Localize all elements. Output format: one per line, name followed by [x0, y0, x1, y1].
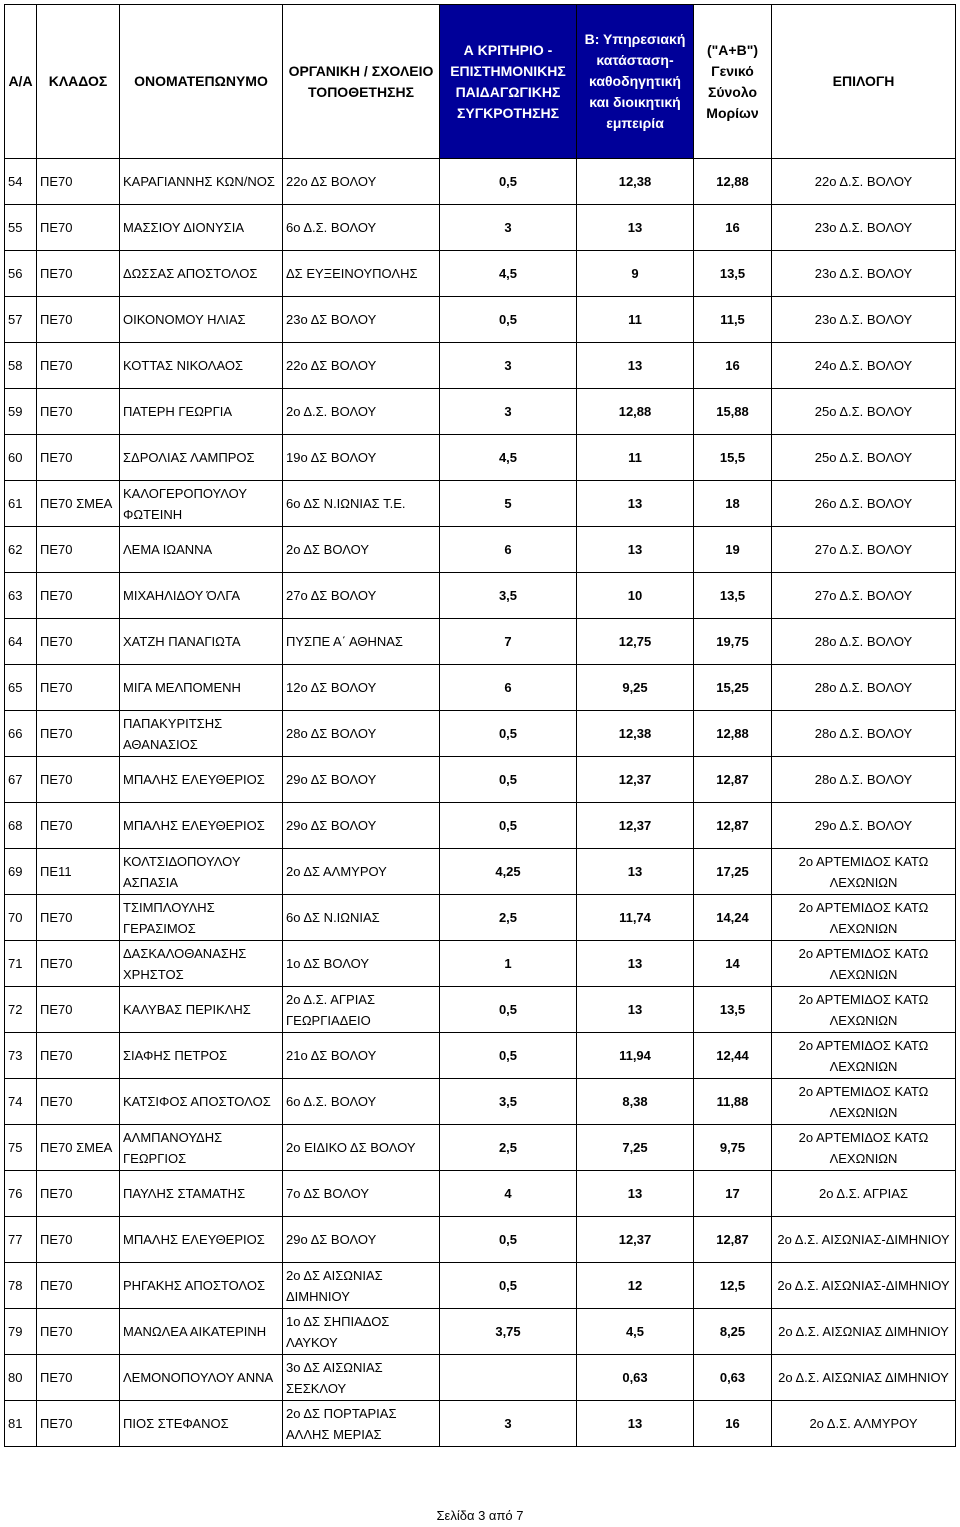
cell-name: ΜΠΑΛΗΣ ΕΛΕΥΘΕΡΙΟΣ: [120, 803, 283, 849]
cell-organiki: 2ο ΔΣ ΑΙΣΩΝΙΑΣ ΔΙΜΗΝΙΟΥ: [283, 1263, 440, 1309]
cell-criterion-b: 13: [577, 1401, 694, 1447]
cell-epilogi: 29ο Δ.Σ. ΒΟΛΟΥ: [772, 803, 956, 849]
cell-epilogi: 2ο Δ.Σ. ΑΛΜΥΡΟΥ: [772, 1401, 956, 1447]
cell-aa: 67: [5, 757, 37, 803]
cell-epilogi: 25ο Δ.Σ. ΒΟΛΟΥ: [772, 435, 956, 481]
table-row: [5, 941, 956, 987]
cell-aa: 57: [5, 297, 37, 343]
cell-epilogi: 28ο Δ.Σ. ΒΟΛΟΥ: [772, 665, 956, 711]
cell-aa: 73: [5, 1033, 37, 1079]
cell-klados: ΠΕ11: [37, 849, 120, 895]
cell-aa: 63: [5, 573, 37, 619]
table-row: [5, 481, 956, 527]
cell-klados: ΠΕ70: [37, 1033, 120, 1079]
cell-epilogi: 2ο ΑΡΤΕΜΙΔΟΣ ΚΑΤΩ ΛΕΧΩΝΙΩΝ: [772, 1033, 956, 1079]
cell-klados: ΠΕ70: [37, 159, 120, 205]
cell-criterion-a: 5: [440, 481, 577, 527]
cell-criterion-b: 12,38: [577, 159, 694, 205]
cell-aa: 54: [5, 159, 37, 205]
cell-name: ΣΔΡΟΛΙΑΣ ΛΑΜΠΡΟΣ: [120, 435, 283, 481]
cell-aa: 58: [5, 343, 37, 389]
cell-name: ΧΑΤΖΗ ΠΑΝΑΓΙΩΤΑ: [120, 619, 283, 665]
table-row: [5, 1033, 956, 1079]
cell-total: 12,5: [694, 1263, 772, 1309]
cell-criterion-a: 3: [440, 205, 577, 251]
cell-epilogi: 2ο ΑΡΤΕΜΙΔΟΣ ΚΑΤΩ ΛΕΧΩΝΙΩΝ: [772, 895, 956, 941]
cell-name: ΡΗΓΑΚΗΣ ΑΠΟΣΤΟΛΟΣ: [120, 1263, 283, 1309]
cell-organiki: 12ο ΔΣ ΒΟΛΟΥ: [283, 665, 440, 711]
cell-klados: ΠΕ70: [37, 1217, 120, 1263]
cell-aa: 71: [5, 941, 37, 987]
cell-organiki: 6ο ΔΣ Ν.ΙΩΝΙΑΣ: [283, 895, 440, 941]
cell-name: ΑΛΜΠΑΝΟΥΔΗΣ ΓΕΩΡΓΙΟΣ: [120, 1125, 283, 1171]
cell-criterion-b: 7,25: [577, 1125, 694, 1171]
cell-epilogi: 24ο Δ.Σ. ΒΟΛΟΥ: [772, 343, 956, 389]
cell-name: ΚΟΛΤΣΙΔΟΠΟΥΛΟΥ ΑΣΠΑΣΙΑ: [120, 849, 283, 895]
table-row: [5, 1401, 956, 1447]
cell-epilogi: 2ο ΑΡΤΕΜΙΔΟΣ ΚΑΤΩ ΛΕΧΩΝΙΩΝ: [772, 1079, 956, 1125]
cell-total: 16: [694, 1401, 772, 1447]
header-criterion-b: Β: Υπηρεσιακή κατάσταση- καθοδηγητική και διοικητική εμπειρία: [577, 5, 694, 159]
table-row: [5, 711, 956, 757]
table-row: [5, 205, 956, 251]
cell-aa: 60: [5, 435, 37, 481]
cell-criterion-b: 13: [577, 343, 694, 389]
cell-aa: 62: [5, 527, 37, 573]
cell-total: 0,63: [694, 1355, 772, 1401]
header-criterion-a: Α ΚΡΙΤΗΡΙΟ - ΕΠΙΣΤΗΜΟΝΙΚΗΣ ΠΑΙΔΑΓΩΓΙΚΗΣ ΣΥΓΚΡΟΤΗΣΗΣ: [440, 5, 577, 159]
cell-aa: 74: [5, 1079, 37, 1125]
cell-criterion-b: 13: [577, 849, 694, 895]
cell-aa: 56: [5, 251, 37, 297]
table-row: [5, 1309, 956, 1355]
header-row: [5, 5, 956, 159]
cell-criterion-b: 8,38: [577, 1079, 694, 1125]
table-row: [5, 527, 956, 573]
cell-total: 19,75: [694, 619, 772, 665]
cell-criterion-b: 12,38: [577, 711, 694, 757]
cell-criterion-b: 10: [577, 573, 694, 619]
cell-name: ΛΕΜΑ ΙΩΑΝΝΑ: [120, 527, 283, 573]
cell-name: ΠΙΟΣ ΣΤΕΦΑΝΟΣ: [120, 1401, 283, 1447]
cell-name: ΤΣΙΜΠΛΟΥΛΗΣ ΓΕΡΑΣΙΜΟΣ: [120, 895, 283, 941]
header-epilogi: ΕΠΙΛΟΓΗ: [772, 5, 956, 159]
page-footer: Σελίδα 3 από 7: [436, 1508, 524, 1523]
cell-aa: 64: [5, 619, 37, 665]
cell-criterion-b: 4,5: [577, 1309, 694, 1355]
cell-criterion-b: 13: [577, 481, 694, 527]
cell-total: 13,5: [694, 573, 772, 619]
cell-aa: 78: [5, 1263, 37, 1309]
cell-klados: ΠΕ70: [37, 297, 120, 343]
cell-total: 18: [694, 481, 772, 527]
cell-criterion-b: 12,37: [577, 757, 694, 803]
cell-klados: ΠΕ70: [37, 1355, 120, 1401]
cell-klados: ΠΕ70: [37, 251, 120, 297]
cell-aa: 76: [5, 1171, 37, 1217]
cell-criterion-b: 11: [577, 297, 694, 343]
cell-epilogi: 23ο Δ.Σ. ΒΟΛΟΥ: [772, 251, 956, 297]
cell-criterion-a: 0,5: [440, 1217, 577, 1263]
cell-organiki: 22ο ΔΣ ΒΟΛΟΥ: [283, 343, 440, 389]
cell-klados: ΠΕ70: [37, 435, 120, 481]
cell-criterion-b: 9,25: [577, 665, 694, 711]
cell-criterion-a: 3,75: [440, 1309, 577, 1355]
cell-epilogi: 23ο Δ.Σ. ΒΟΛΟΥ: [772, 297, 956, 343]
table-row: [5, 895, 956, 941]
cell-total: 12,88: [694, 711, 772, 757]
cell-name: ΜΠΑΛΗΣ ΕΛΕΥΘΕΡΙΟΣ: [120, 757, 283, 803]
cell-organiki: 2ο ΔΣ ΑΛΜΥΡΟΥ: [283, 849, 440, 895]
cell-total: 16: [694, 343, 772, 389]
cell-organiki: 3ο ΔΣ ΑΙΣΩΝΙΑΣ ΣΕΣΚΛΟΥ: [283, 1355, 440, 1401]
cell-total: 15,25: [694, 665, 772, 711]
table-row: [5, 757, 956, 803]
cell-epilogi: 28ο Δ.Σ. ΒΟΛΟΥ: [772, 619, 956, 665]
cell-epilogi: 2ο ΑΡΤΕΜΙΔΟΣ ΚΑΤΩ ΛΕΧΩΝΙΩΝ: [772, 987, 956, 1033]
table-row: [5, 803, 956, 849]
cell-criterion-a: 0,5: [440, 711, 577, 757]
cell-organiki: ΠΥΣΠΕ Α΄ ΑΘΗΝΑΣ: [283, 619, 440, 665]
cell-aa: 80: [5, 1355, 37, 1401]
cell-klados: ΠΕ70: [37, 1309, 120, 1355]
cell-klados: ΠΕ70 ΣΜΕΑ: [37, 481, 120, 527]
cell-klados: ΠΕ70 ΣΜΕΑ: [37, 1125, 120, 1171]
cell-criterion-b: 13: [577, 941, 694, 987]
cell-organiki: 1ο ΔΣ ΒΟΛΟΥ: [283, 941, 440, 987]
cell-name: ΚΑΛΥΒΑΣ ΠΕΡΙΚΛΗΣ: [120, 987, 283, 1033]
cell-criterion-a: 0,5: [440, 803, 577, 849]
cell-criterion-b: 12: [577, 1263, 694, 1309]
cell-epilogi: 22ο Δ.Σ. ΒΟΛΟΥ: [772, 159, 956, 205]
cell-epilogi: 2ο Δ.Σ. ΑΓΡΙΑΣ: [772, 1171, 956, 1217]
table-row: [5, 1171, 956, 1217]
cell-total: 15,88: [694, 389, 772, 435]
cell-aa: 55: [5, 205, 37, 251]
cell-name: ΠΑΠΑΚΥΡΙΤΣΗΣ ΑΘΑΝΑΣΙΟΣ: [120, 711, 283, 757]
cell-organiki: 2ο Δ.Σ. ΒΟΛΟΥ: [283, 389, 440, 435]
cell-organiki: 2ο Δ.Σ. ΑΓΡΙΑΣ ΓΕΩΡΓΙΑΔΕΙΟ: [283, 987, 440, 1033]
cell-criterion-a: 3,5: [440, 1079, 577, 1125]
cell-aa: 65: [5, 665, 37, 711]
header-total: ("Α+Β") Γενικό Σύνολο Μορίων: [694, 5, 772, 159]
cell-total: 16: [694, 205, 772, 251]
cell-criterion-b: 11: [577, 435, 694, 481]
cell-klados: ΠΕ70: [37, 527, 120, 573]
cell-criterion-b: 9: [577, 251, 694, 297]
cell-total: 14: [694, 941, 772, 987]
cell-total: 12,87: [694, 757, 772, 803]
cell-klados: ΠΕ70: [37, 1171, 120, 1217]
cell-criterion-a: 3: [440, 1401, 577, 1447]
cell-name: ΠΑΤΕΡΗ ΓΕΩΡΓΙΑ: [120, 389, 283, 435]
cell-organiki: 22ο ΔΣ ΒΟΛΟΥ: [283, 159, 440, 205]
cell-epilogi: 23ο Δ.Σ. ΒΟΛΟΥ: [772, 205, 956, 251]
cell-aa: 59: [5, 389, 37, 435]
cell-criterion-a: 4: [440, 1171, 577, 1217]
cell-organiki: 2ο ΔΣ ΠΟΡΤΑΡΙΑΣ ΑΛΛΗΣ ΜΕΡΙΑΣ: [283, 1401, 440, 1447]
cell-criterion-a: 0,5: [440, 297, 577, 343]
cell-klados: ΠΕ70: [37, 757, 120, 803]
cell-criterion-b: 11,74: [577, 895, 694, 941]
cell-epilogi: 2ο Δ.Σ. ΑΙΣΩΝΙΑΣ ΔΙΜΗΝΙΟΥ: [772, 1309, 956, 1355]
cell-criterion-a: 4,5: [440, 435, 577, 481]
cell-name: ΚΑΡΑΓΙΑΝΝΗΣ ΚΩΝ/ΝΟΣ: [120, 159, 283, 205]
cell-klados: ΠΕ70: [37, 987, 120, 1033]
table-row: [5, 1079, 956, 1125]
cell-organiki: 21ο ΔΣ ΒΟΛΟΥ: [283, 1033, 440, 1079]
table-row: [5, 251, 956, 297]
cell-epilogi: 2ο ΑΡΤΕΜΙΔΟΣ ΚΑΤΩ ΛΕΧΩΝΙΩΝ: [772, 849, 956, 895]
cell-klados: ΠΕ70: [37, 573, 120, 619]
table-row: [5, 389, 956, 435]
cell-total: 11,88: [694, 1079, 772, 1125]
cell-organiki: 2ο ΔΣ ΒΟΛΟΥ: [283, 527, 440, 573]
cell-criterion-a: 0,5: [440, 987, 577, 1033]
table-row: [5, 573, 956, 619]
cell-organiki: ΔΣ ΕΥΞΕΙΝΟΥΠΟΛΗΣ: [283, 251, 440, 297]
cell-total: 9,75: [694, 1125, 772, 1171]
cell-organiki: 19ο ΔΣ ΒΟΛΟΥ: [283, 435, 440, 481]
cell-klados: ΠΕ70: [37, 895, 120, 941]
cell-epilogi: 27ο Δ.Σ. ΒΟΛΟΥ: [772, 527, 956, 573]
cell-criterion-a: 7: [440, 619, 577, 665]
cell-aa: 69: [5, 849, 37, 895]
ranking-table: [4, 4, 956, 1447]
cell-total: 17: [694, 1171, 772, 1217]
cell-organiki: 29ο ΔΣ ΒΟΛΟΥ: [283, 1217, 440, 1263]
cell-criterion-a: 0,5: [440, 1263, 577, 1309]
cell-epilogi: 28ο Δ.Σ. ΒΟΛΟΥ: [772, 711, 956, 757]
cell-organiki: 6ο Δ.Σ. ΒΟΛΟΥ: [283, 1079, 440, 1125]
cell-klados: ΠΕ70: [37, 803, 120, 849]
cell-klados: ΠΕ70: [37, 389, 120, 435]
cell-criterion-b: 12,75: [577, 619, 694, 665]
cell-name: ΜΠΑΛΗΣ ΕΛΕΥΘΕΡΙΟΣ: [120, 1217, 283, 1263]
table-row: [5, 159, 956, 205]
cell-name: ΜΑΝΩΛΕΑ ΑΙΚΑΤΕΡΙΝΗ: [120, 1309, 283, 1355]
cell-name: ΔΩΣΣΑΣ ΑΠΟΣΤΟΛΟΣ: [120, 251, 283, 297]
header-aa: Α/Α: [5, 5, 37, 159]
cell-organiki: 23ο ΔΣ ΒΟΛΟΥ: [283, 297, 440, 343]
cell-name: ΚΟΤΤΑΣ ΝΙΚΟΛΑΟΣ: [120, 343, 283, 389]
cell-organiki: 29ο ΔΣ ΒΟΛΟΥ: [283, 803, 440, 849]
cell-aa: 72: [5, 987, 37, 1033]
cell-criterion-a: 3: [440, 389, 577, 435]
cell-criterion-b: 12,88: [577, 389, 694, 435]
cell-criterion-a: 3: [440, 343, 577, 389]
cell-epilogi: 25ο Δ.Σ. ΒΟΛΟΥ: [772, 389, 956, 435]
cell-name: ΜΑΣΣΙΟΥ ΔΙΟΝΥΣΙΑ: [120, 205, 283, 251]
cell-name: ΟΙΚΟΝΟΜΟΥ ΗΛΙΑΣ: [120, 297, 283, 343]
cell-criterion-a: 0,5: [440, 1033, 577, 1079]
cell-epilogi: 2ο Δ.Σ. ΑΙΣΩΝΙΑΣ-ΔΙΜΗΝΙΟΥ: [772, 1217, 956, 1263]
cell-total: 8,25: [694, 1309, 772, 1355]
table-row: [5, 665, 956, 711]
cell-criterion-b: 12,37: [577, 803, 694, 849]
cell-criterion-a: 4,5: [440, 251, 577, 297]
cell-name: ΜΙΓΑ ΜΕΛΠΟΜΕΝΗ: [120, 665, 283, 711]
table-row: [5, 987, 956, 1033]
cell-total: 12,44: [694, 1033, 772, 1079]
cell-organiki: 27ο ΔΣ ΒΟΛΟΥ: [283, 573, 440, 619]
cell-organiki: 2ο ΕΙΔΙΚΟ ΔΣ ΒΟΛΟΥ: [283, 1125, 440, 1171]
cell-epilogi: 27ο Δ.Σ. ΒΟΛΟΥ: [772, 573, 956, 619]
cell-organiki: 6ο ΔΣ Ν.ΙΩΝΙΑΣ Τ.Ε.: [283, 481, 440, 527]
header-klados: ΚΛΑΔΟΣ: [37, 5, 120, 159]
table-row: [5, 619, 956, 665]
cell-total: 12,87: [694, 803, 772, 849]
cell-name: ΜΙΧΑΗΛΙΔΟΥ ΌΛΓΑ: [120, 573, 283, 619]
table-row: [5, 1263, 956, 1309]
cell-total: 14,24: [694, 895, 772, 941]
cell-total: 11,5: [694, 297, 772, 343]
cell-klados: ΠΕ70: [37, 343, 120, 389]
cell-criterion-a: 2,5: [440, 895, 577, 941]
cell-aa: 75: [5, 1125, 37, 1171]
cell-criterion-a: 0,5: [440, 159, 577, 205]
cell-name: ΚΑΛΟΓΕΡΟΠΟΥΛΟΥ ΦΩΤΕΙΝΗ: [120, 481, 283, 527]
cell-total: 13,5: [694, 987, 772, 1033]
cell-klados: ΠΕ70: [37, 941, 120, 987]
header-onomatepwnymo: ΟΝΟΜΑΤΕΠΩΝΥΜΟ: [120, 5, 283, 159]
cell-criterion-b: 13: [577, 527, 694, 573]
cell-aa: 77: [5, 1217, 37, 1263]
cell-name: ΚΑΤΣΙΦΟΣ ΑΠΟΣΤΟΛΟΣ: [120, 1079, 283, 1125]
cell-criterion-b: 0,63: [577, 1355, 694, 1401]
table-row: [5, 435, 956, 481]
table-row: [5, 1125, 956, 1171]
cell-klados: ΠΕ70: [37, 619, 120, 665]
cell-organiki: 28ο ΔΣ ΒΟΛΟΥ: [283, 711, 440, 757]
cell-epilogi: 2ο Δ.Σ. ΑΙΣΩΝΙΑΣ-ΔΙΜΗΝΙΟΥ: [772, 1263, 956, 1309]
cell-criterion-a: 6: [440, 665, 577, 711]
cell-criterion-b: 11,94: [577, 1033, 694, 1079]
cell-organiki: 29ο ΔΣ ΒΟΛΟΥ: [283, 757, 440, 803]
cell-klados: ΠΕ70: [37, 1401, 120, 1447]
cell-total: 12,87: [694, 1217, 772, 1263]
cell-organiki: 6ο Δ.Σ. ΒΟΛΟΥ: [283, 205, 440, 251]
cell-total: 13,5: [694, 251, 772, 297]
cell-criterion-a: [440, 1355, 577, 1401]
cell-aa: 68: [5, 803, 37, 849]
cell-name: ΔΑΣΚΑΛΟΘΑΝΑΣΗΣ ΧΡΗΣΤΟΣ: [120, 941, 283, 987]
cell-criterion-a: 3,5: [440, 573, 577, 619]
cell-total: 17,25: [694, 849, 772, 895]
cell-criterion-b: 13: [577, 987, 694, 1033]
cell-klados: ΠΕ70: [37, 205, 120, 251]
table-row: [5, 1355, 956, 1401]
cell-criterion-a: 1: [440, 941, 577, 987]
cell-criterion-a: 2,5: [440, 1125, 577, 1171]
cell-aa: 81: [5, 1401, 37, 1447]
cell-klados: ΠΕ70: [37, 711, 120, 757]
cell-klados: ΠΕ70: [37, 1263, 120, 1309]
cell-name: ΣΙΑΦΗΣ ΠΕΤΡΟΣ: [120, 1033, 283, 1079]
table-row: [5, 297, 956, 343]
cell-total: 12,88: [694, 159, 772, 205]
cell-epilogi: 28ο Δ.Σ. ΒΟΛΟΥ: [772, 757, 956, 803]
cell-criterion-a: 4,25: [440, 849, 577, 895]
cell-aa: 61: [5, 481, 37, 527]
cell-epilogi: 2ο Δ.Σ. ΑΙΣΩΝΙΑΣ ΔΙΜΗΝΙΟΥ: [772, 1355, 956, 1401]
cell-total: 19: [694, 527, 772, 573]
cell-klados: ΠΕ70: [37, 665, 120, 711]
cell-criterion-b: 12,37: [577, 1217, 694, 1263]
cell-epilogi: 26ο Δ.Σ. ΒΟΛΟΥ: [772, 481, 956, 527]
cell-aa: 66: [5, 711, 37, 757]
header-organiki: ΟΡΓΑΝΙΚΗ / ΣΧΟΛΕΙΟ ΤΟΠΟΘΕΤΗΣΗΣ: [283, 5, 440, 159]
cell-criterion-b: 13: [577, 1171, 694, 1217]
cell-criterion-a: 0,5: [440, 757, 577, 803]
cell-criterion-a: 6: [440, 527, 577, 573]
cell-epilogi: 2ο ΑΡΤΕΜΙΔΟΣ ΚΑΤΩ ΛΕΧΩΝΙΩΝ: [772, 1125, 956, 1171]
table-row: [5, 343, 956, 389]
cell-aa: 79: [5, 1309, 37, 1355]
cell-aa: 70: [5, 895, 37, 941]
cell-total: 15,5: [694, 435, 772, 481]
table-row: [5, 849, 956, 895]
cell-klados: ΠΕ70: [37, 1079, 120, 1125]
cell-epilogi: 2ο ΑΡΤΕΜΙΔΟΣ ΚΑΤΩ ΛΕΧΩΝΙΩΝ: [772, 941, 956, 987]
cell-organiki: 7ο ΔΣ ΒΟΛΟΥ: [283, 1171, 440, 1217]
cell-criterion-b: 13: [577, 205, 694, 251]
cell-organiki: 1ο ΔΣ ΣΗΠΙΑΔΟΣ ΛΑΥΚΟΥ: [283, 1309, 440, 1355]
table-row: [5, 1217, 956, 1263]
cell-name: ΛΕΜΟΝΟΠΟΥΛΟΥ ΑΝΝΑ: [120, 1355, 283, 1401]
cell-name: ΠΑΥΛΗΣ ΣΤΑΜΑΤΗΣ: [120, 1171, 283, 1217]
